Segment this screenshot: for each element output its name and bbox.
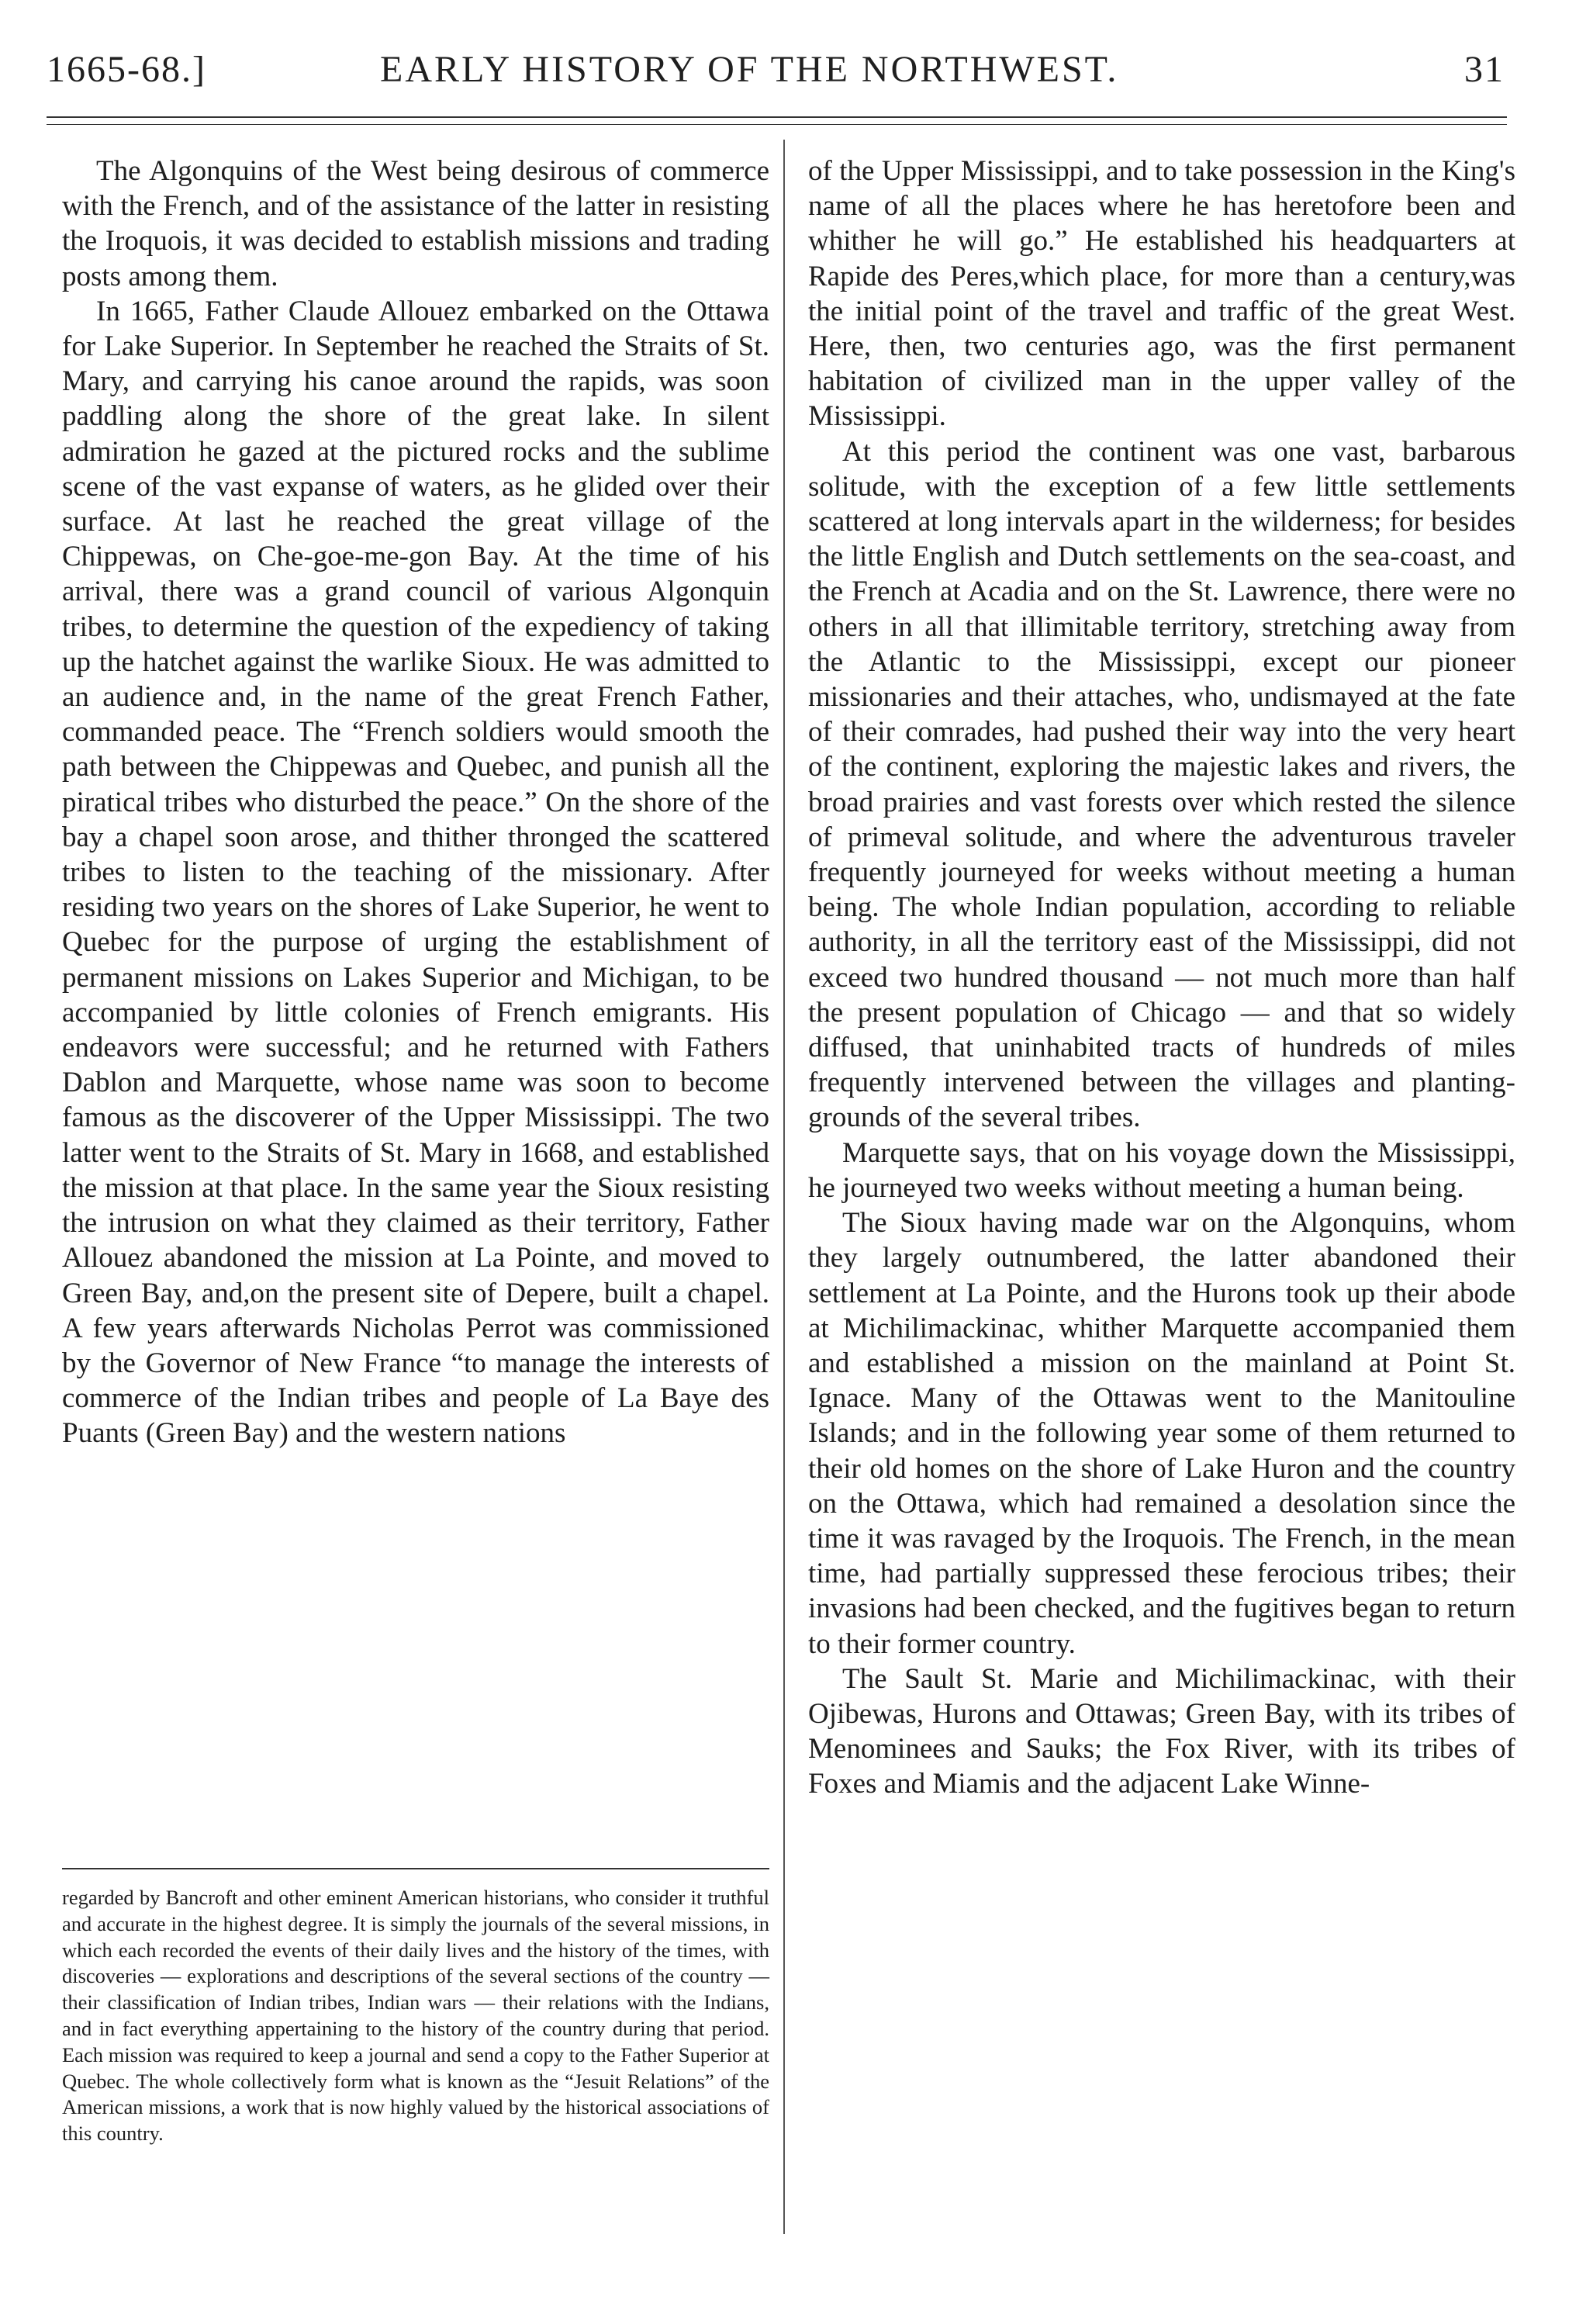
right-paragraph-2: Marquette says, that on his voyage down the Mississippi, he journeyed two weeks without meeting a human being. (808, 1136, 1515, 1204)
footnote (62, 1885, 769, 2147)
footnote-text: regarded by Bancroft and other eminent American historians, who consider it truthful and accurate in the highest degree. It is simply the journals of the several missions, in which each recorded the events of their daily lives and the history of the times, with discoveries — explorations and descriptions of the several sections of the country — their classification of Indian tribes, Indian wars — their relations with the Indians, and in fact everything appertaining to the history of the country during that period. Each mission was required to keep a journal and send a copy to the Father Superior at Quebec. The whole collectively form what is known as the “Jesuit Relations” of the American missions, a work that is now highly valued by the historical associations of this country. (62, 1886, 769, 2146)
left-paragraph-1: The Algonquins of the West being desirous of commerce with the French, and of the assistance of the latter in resisting the Iroquois, it was decided to establish missions and trading posts among them. (62, 155, 769, 292)
column-divider (783, 140, 785, 2234)
header-rule-thin (47, 124, 1507, 125)
running-header (47, 48, 1505, 95)
header-rule (47, 116, 1507, 118)
header-years: 1665-68.] (47, 49, 206, 90)
left-column (62, 154, 769, 1451)
left-paragraph-2: In 1665, Father Claude Allouez embarked on the Ottawa for Lake Superior. In September he reached the Straits of St. Mary, and carrying his canoe around the rapids, was soon paddling along the shore of the great lake. In silent admiration he gazed at the pictured rocks and the sublime scene of the vast expanse of waters, as he glided over their surface. At last he reached the great village of the Chippewas, on Che-goe-me-gon Bay. At the time of his arrival, there was a grand council of various Algonquin tribes, to determine the question of the expediency of taking up the hatchet against the warlike Sioux. He was admitted to an audience and, in the name of the great French Father, commanded peace. The “French soldiers would smooth the path between the Chippewas and Quebec, and punish all the piratical tribes who disturbed the peace.” On the shore of the bay a chapel soon arose, and thither thronged the scattered tribes to listen to the teaching of the missionary. After residing two years on the shores of Lake Superior, he went to Quebec for the purpose of urging the establishment of permanent missions on Lakes Superior and Michigan, to be accompanied by little colonies of French emigrants. His endeavors were successful; and he returned with Fathers Dablon and Marquette, whose name was soon to become famous as the discoverer of the Upper Mississippi. The two latter went to the Straits of St. Mary in 1668, and established the mission at that place. In the same year the Sioux resisting the intrusion on what they claimed as their territory, Father Allouez abandoned the mission at La Pointe, and moved to Green Bay, and,on the present site of Depere, built a chapel. A few years afterwards Nicholas Perrot was commissioned by the Governor of New France “to manage the interests of commerce of the Indian tribes and people of La Baye des Puants (Green Bay) and the western nations (62, 295, 769, 1450)
right-paragraph-1: At this period the continent was one vast, barbarous solitude, with the exception of a few little settlements scattered at long intervals apart in the wilderness; for besides the little English and Dutch settlements on the sea-coast, and the French at Acadia and on the St. Lawrence, there were no others in all that illimitable territory, stretching away from the Atlantic to the Mississippi, except our pioneer missionaries and their attaches, who, undismayed at the fate of their comrades, had pushed their way into the very heart of the continent, exploring the majestic lakes and rivers, the broad prairies and vast forests over which rested the silence of primeval solitude, and where the adventurous traveler frequently journeyed for weeks without meeting a human being. The whole Indian population, according to reliable authority, in all the territory east of the Mississippi, did not exceed two hundred thousand — not much more than half the present population of Chicago — and that so widely diffused, that uninhabited tracts of hundreds of miles frequently intervened between the villages and planting-grounds of the several tribes. (808, 435, 1515, 1134)
right-continuation: of the Upper Mississippi, and to take possession in the King's name of all the places where he has heretofore been and whither he will go.” He established his headquarters at Rapide des Peres,which place, for more than a century,was the initial point of the travel and traffic of the great West. Here, then, two centuries ago, was the first permanent habitation of civilized man in the upper valley of the Mississippi. (808, 155, 1515, 433)
header-title: EARLY HISTORY OF THE NORTHWEST. (380, 49, 1119, 90)
right-paragraph-3: The Sioux having made war on the Algonquins, whom they largely outnumbered, the latter abandoned their settlement at La Pointe, and the Hurons took up their abode at Michilimackinac, whither Marquette accompanied them and established a mission on the mainland at Point St. Ignace. Many of the Ottawas went to the Manitouline Islands; and in the following year some of them returned to their old homes on the shore of Lake Huron and the country on the Ottawa, which had remained a desolation since the time it was ravaged by the Iroquois. The French, in the mean time, had partially suppressed these ferocious tribes; their invasions had been checked, and the fugitives began to return to their former country. (808, 1207, 1515, 1660)
right-column (808, 154, 1515, 1802)
footnote-rule (62, 1868, 769, 1869)
page-number: 31 (1464, 49, 1505, 90)
right-paragraph-4: The Sault St. Marie and Michilimackinac, with their Ojibewas, Hurons and Ottawas; Green Bay, with its tribes of Menominees and Sauks; the Fox River, with its tribes of Foxes and Miamis and the adjacent Lake Winne- (808, 1662, 1515, 1800)
